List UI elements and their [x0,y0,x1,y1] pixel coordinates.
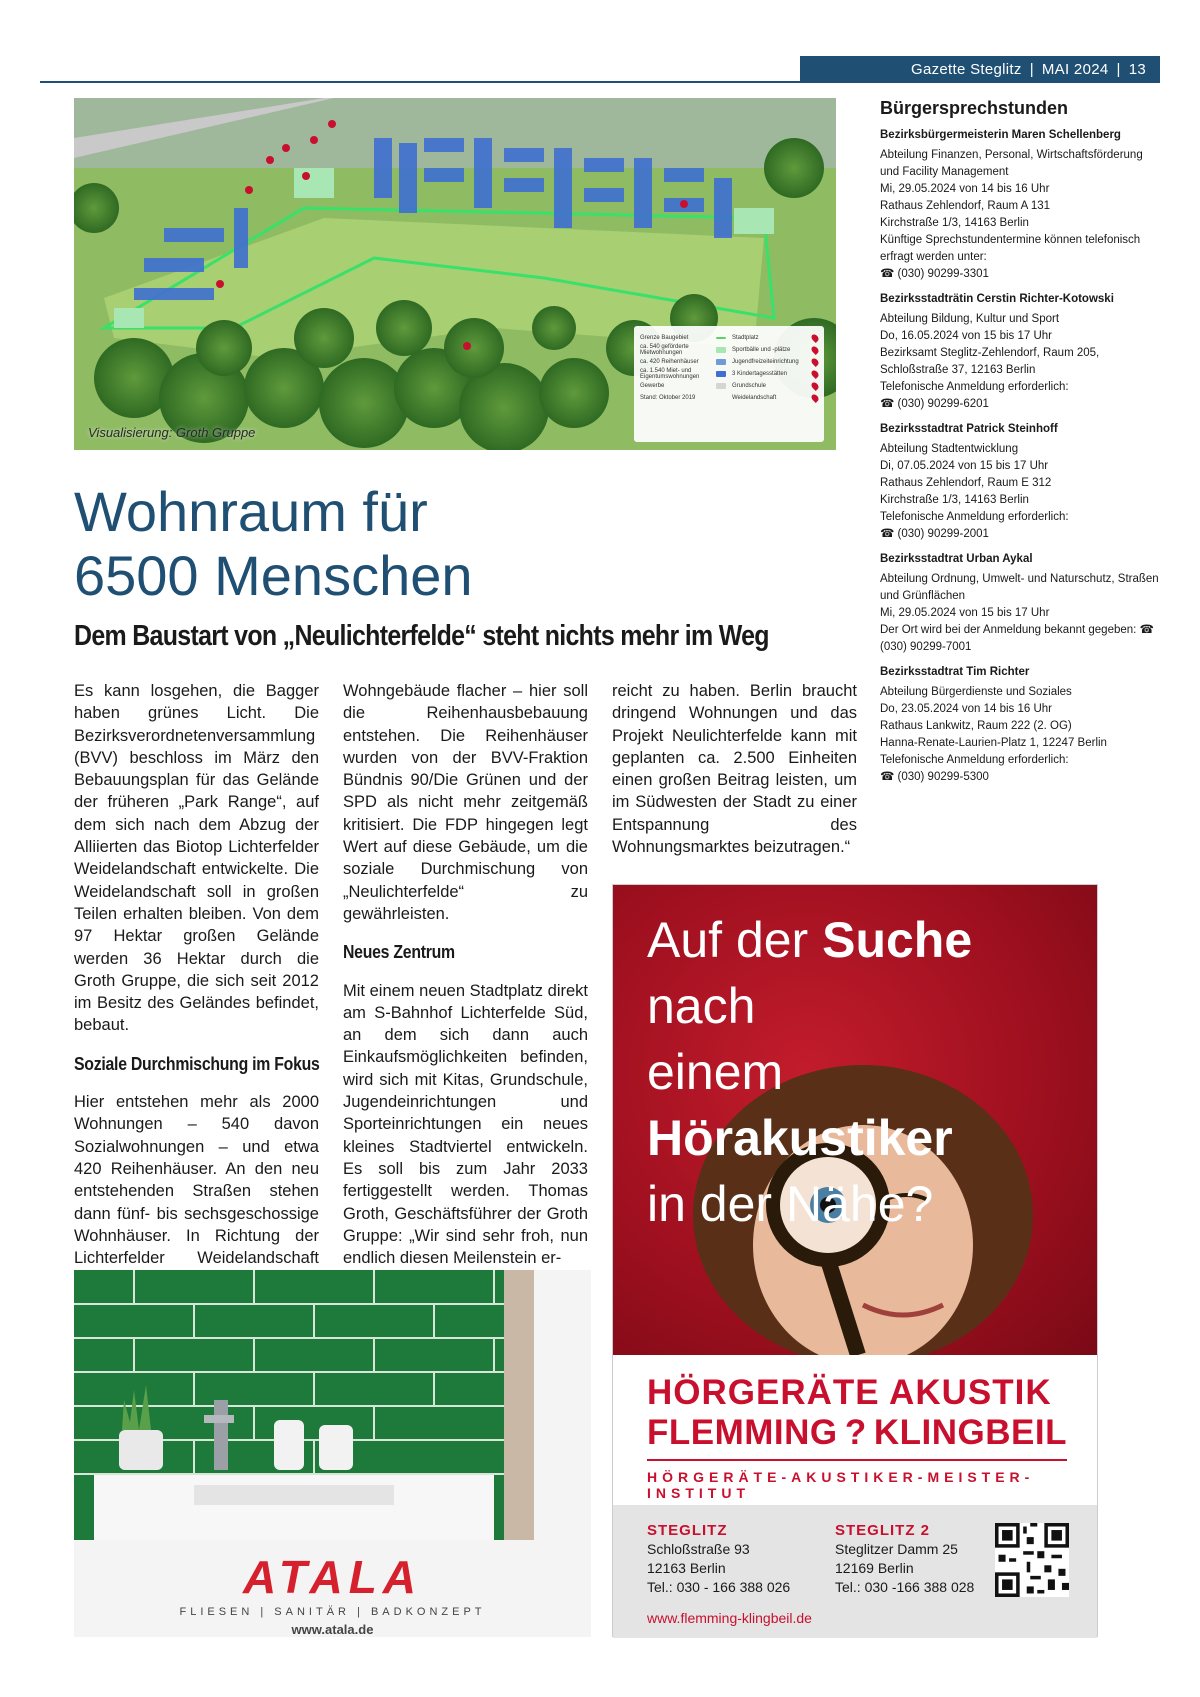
page-number: 13 [1128,60,1146,78]
section-heading: Soziale Durchmischung im Fokus [74,1053,320,1074]
office-hours-detail: Rathaus Zehlendorf, Raum E 312 [880,477,1052,489]
article-title-line: Wohnraum für [74,480,428,543]
site-visualization-image [74,98,836,450]
legend-item: 3 Kindertagesstätten [732,368,818,380]
store-address: STEGLITZ 2 Steglitzer Damm 25 12169 Berlin Tel.: 030 -166 388 028 [835,1522,975,1595]
office-hours-detail: Di, 07.05.2024 von 15 bis 17 Uhr [880,460,1049,472]
office-hours-sidebar [880,100,1160,794]
article-column-3 [612,680,857,858]
office-hours-detail: Abteilung Finanzen, Personal, Wirtschaftsförderung und Facility Management [880,149,1143,178]
hearing-aid-advertisement[interactable] [612,884,1098,1637]
swatch-icon [716,359,726,365]
page-header [800,56,1160,82]
publication-name: Gazette Steglitz [911,60,1022,78]
office-hours-detail: Kirchstraße 1/3, 14163 Berlin [880,217,1029,229]
legend-item: Stand: Oktober 2019 [640,395,696,401]
brand-line: FLEMMING ? KLINGBEIL [647,1413,1067,1452]
office-hours-detail: Rathaus Zehlendorf, Raum A 131 [880,200,1051,212]
official-name: Bezirksstadträtin Cerstin Richter-Kotowski [880,293,1114,305]
article-column-1 [74,680,319,1292]
ad-headline: Auf der Suche nach einem Hörakustiker in der Nähe? [647,912,973,1232]
office-hours-detail: ☎ (030) 90299-5300 [880,771,989,783]
office-hours-detail: Abteilung Ordnung, Umwelt- und Naturschutz, Straßen und Grünflächen [880,573,1159,602]
article-column-2 [343,680,588,1269]
office-hours-detail: ☎ (030) 90299-6201 [880,398,989,410]
header-separator: | [1029,60,1034,78]
official-name: Bezirksstadtrat Urban Aykal [880,553,1033,565]
swatch-icon [716,371,726,377]
atala-tagline: FLIESEN | SANITÄR | BADKONZEPT [179,1606,486,1618]
swatch-icon [716,347,726,353]
paragraph: reicht zu haben. Berlin braucht dringend Wohnungen und das Projekt Neulichterfelde kann mit geplanten ca. 2.500 Einheiten einen großen Beitrag leisten, um im Südwesten der Stadt zu einer Entspannung des Wohnungsmarktes beizutragen.“ [612,682,857,857]
office-hours-detail: ☎ (030) 90299-2001 [880,528,989,540]
qr-code-icon[interactable] [995,1523,1069,1597]
legend-item: ca. 1.540 Miet- und Eigentumswohnungen [640,368,726,380]
official-name: Bezirksbürgermeisterin Maren Schellenberg [880,129,1121,141]
ear-mark-icon: ? [844,1413,867,1452]
office-hours-entry [880,127,1160,283]
office-hours-detail: Kirchstraße 1/3, 14163 Berlin [880,494,1029,506]
legend-item: Weidelandschaft [732,392,818,404]
office-hours-entry [880,551,1160,656]
paragraph: Es kann losgehen, die Bagger haben grünes Licht. Die Bezirksverordnetenversammlung (BVV) beschloss im März den Bebauungsplan für das Gelände der früheren „Park Range“, auf dem sich nach dem Abzug der Alliierten das Biotop Lichterfelder Weidelandschaft entwickelte. Die Weidelandschaft soll in großen Teilen erhalten bleiben. Von dem 97 Hektar großen Gelände werden 36 Hektar durch die Groth Gruppe, die sich seit 2012 im Besitz des Geländes befindet, bebaut. [74,682,319,1035]
boundary-swatch-icon [716,337,726,339]
store-addresses [613,1505,1097,1638]
legend-item: Gewerbe [640,380,726,392]
office-hours-detail: Do, 16.05.2024 von 15 bis 17 Uhr [880,330,1052,342]
brand-tagline: HÖRGERÄTE-AKUSTIKER-MEISTER-INSTITUT [647,1469,1035,1501]
office-hours-detail: Telefonische Anmeldung erforderlich: [880,511,1069,523]
ad-website-link[interactable]: www.flemming-klingbeil.de [647,1610,812,1626]
paragraph: Hier entstehen mehr als 2000 Wohnungen – 540 davon Sozialwohnungen – und etwa 420 Reihenhäuser. An den neu entstehenden Straßen stehen dann fünf- bis sechsgeschossige Wohnhäuser. In Richtung der Lichterfelder Weidelandschaft [74,1093,319,1268]
issue-date: MAI 2024 [1041,60,1109,78]
office-hours-detail: Rathaus Lankwitz, Raum 222 (2. OG) [880,720,1072,732]
office-hours-detail: Abteilung Bürgerdienste und Soziales [880,686,1072,698]
atala-advertisement[interactable] [74,1270,591,1637]
map-pin-icon [810,369,820,379]
office-hours-list [880,127,1160,786]
office-hours-detail: Do, 23.05.2024 von 14 bis 16 Uhr [880,703,1052,715]
brand-logo [647,1373,1067,1501]
legend-item: ca. 540 geförderte Mietwohnungen [640,344,726,356]
office-hours-entry [880,664,1160,786]
map-pin-icon [810,345,820,355]
legend-item: Sportbälle und -plätze [732,344,818,356]
legend-item: Grundschule [732,380,818,392]
bathroom-tiles-photo [74,1270,534,1540]
map-pin-icon [810,357,820,367]
office-hours-detail: Bezirksamt Steglitz-Zehlendorf, Raum 205, Schloßstraße 37, 12163 Berlin [880,347,1100,376]
office-hours-detail: Der Ort wird bei der Anmeldung bekannt gegeben: ☎ (030) 90299-7001 [880,624,1154,653]
paragraph: Wohngebäude flacher – hier soll die Reihenhausbebauung entstehen. Die Reihenhäuser wurden von der BVV-Fraktion Bündnis 90/Die Grünen und der SPD als nicht mehr zeitgemäß kritisiert. Die FDP hingegen legt Wert auf diese Gebäude, um die soziale Durchmischung von „Neulichterfelde“ zu gewährleisten. [343,682,588,923]
atala-logo: ATALA [242,1551,423,1603]
office-hours-entry [880,421,1160,543]
office-hours-detail: Abteilung Bildung, Kultur und Sport [880,313,1060,325]
office-hours-detail: Künftige Sprechstundentermine können telefonisch erfragt werden unter: [880,234,1141,263]
map-pin-icon [810,381,820,391]
sidebar-title: Bürgersprechstunden [880,98,1069,118]
legend-item: Grenze Baugebiet [640,332,726,344]
office-hours-detail: Telefonische Anmeldung erforderlich: [880,381,1069,393]
official-name: Bezirksstadtrat Tim Richter [880,666,1030,678]
header-rule [40,81,1160,83]
brand-divider [647,1459,1067,1461]
article-title-line: 6500 Menschen [74,544,473,607]
office-hours-detail: ☎ (030) 90299-3301 [880,268,989,280]
office-hours-detail: Mi, 29.05.2024 von 14 bis 16 Uhr [880,183,1050,195]
paragraph: Mit einem neuen Stadtplatz direkt am S-Bahnhof Lichterfelde Süd, an dem sich dann auch Einkaufsmöglichkeiten befinden, wird sich mit Kitas, Grundschule, Jugendeinrichtungen und Sporteinrichtungen ein neues kleines Stadtviertel entwickeln. Es soll bis zum Jahr 2033 fertiggestellt werden. Thomas Groth, Geschäftsführer der Groth Gruppe: „Wir sind sehr froh, nun endlich diesen Meilenstein er- [343,981,588,1268]
office-hours-detail: Hanna-Renate-Laurien-Platz 1, 12247 Berlin [880,737,1107,749]
article-title [74,480,794,608]
legend-item: ca. 420 Reihenhäuser [640,356,726,368]
office-hours-detail: Mi, 29.05.2024 von 15 bis 17 Uhr [880,607,1050,619]
office-hours-detail: Abteilung Stadtentwicklung [880,443,1019,455]
legend-item: Stadtplatz [732,332,818,344]
image-credit: Visualisierung: Groth Gruppe [88,425,256,440]
map-pin-icon [810,393,820,403]
atala-website-link[interactable]: www.atala.de [291,1622,374,1637]
swatch-icon [716,383,726,389]
ad-hero-image [613,885,1097,1355]
map-pin-icon [810,333,820,343]
section-heading: Neues Zentrum [343,942,455,963]
article-subtitle: Dem Baustart von „Neulichterfelde“ steht nichts mehr im Weg [74,620,769,652]
map-legend [634,326,824,442]
legend-item: Jugendfreizeiteinrichtung [732,356,818,368]
official-name: Bezirksstadtrat Patrick Steinhoff [880,423,1058,435]
office-hours-entry [880,291,1160,413]
store-address: STEGLITZ Schloßstraße 93 12163 Berlin Tel.: 030 - 166 388 026 [647,1522,791,1595]
office-hours-detail: Telefonische Anmeldung erforderlich: [880,754,1069,766]
header-separator: | [1116,60,1121,78]
brand-line: HÖRGERÄTE AKUSTIK [647,1373,1052,1412]
